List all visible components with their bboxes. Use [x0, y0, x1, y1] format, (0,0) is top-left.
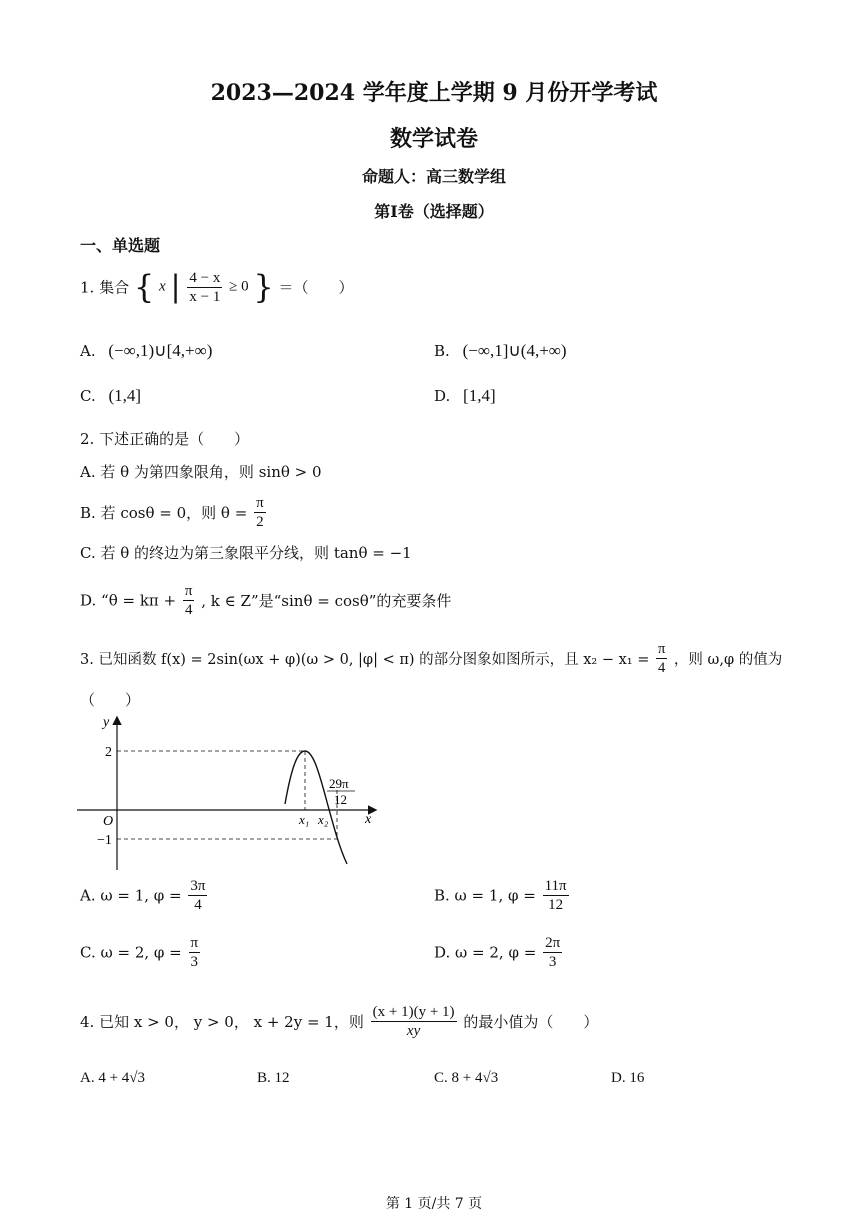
q1-option-c-text: (1,4] — [108, 386, 142, 405]
section-heading: 一、单选题 — [80, 236, 161, 255]
q1-option-a-label: A. — [80, 342, 96, 360]
q3-a-num: 3π — [190, 878, 206, 894]
q3-option-a[interactable] — [80, 877, 209, 914]
q1-option-c[interactable] — [80, 386, 141, 406]
page-footer: 第 1 页/共 7 页 — [385, 1196, 483, 1212]
q1-frac-num: 4 − x — [189, 269, 221, 286]
q3-option-c-pre: C. ω = 2, φ = — [80, 943, 182, 962]
x-label: x — [365, 812, 372, 827]
q1-option-a-text: (−∞,1)∪[4,+∞) — [108, 341, 213, 360]
q1-option-d-label: D. — [434, 387, 451, 405]
q4-frac-den: xy — [406, 1023, 421, 1039]
q4-frac-num: (x + 1)(y + 1) — [372, 1004, 455, 1020]
q1-option-b[interactable] — [434, 341, 567, 361]
q4-stem-pre: 4. 已知 x > 0， y > 0， x + 2y = 1，则 — [80, 1013, 364, 1031]
q2-stem: 2. 下述正确的是（ ） — [80, 430, 250, 448]
q3-stem-post: ，则 ω,φ 的值为 — [673, 652, 783, 668]
q1-frac-den: x − 1 — [189, 288, 221, 305]
q3-a-den: 4 — [194, 897, 202, 913]
q3-c-num: π — [190, 935, 199, 951]
y-label: y — [103, 715, 110, 730]
x2-label: x₂ — [318, 812, 329, 827]
annot-num: 29π — [329, 776, 349, 791]
q2-b-frac-num: π — [256, 495, 264, 511]
q3-option-d[interactable] — [434, 934, 564, 971]
q2-b-frac-den: 2 — [256, 514, 264, 530]
sine-curve — [285, 751, 347, 864]
q3-option-a-pre: A. ω = 1, φ = — [80, 886, 182, 905]
q4-stem — [80, 1003, 598, 1040]
q1-option-a[interactable] — [80, 341, 212, 361]
tick-2: 2 — [105, 745, 112, 760]
q3-d-num: 2π — [545, 935, 561, 951]
q1-prefix: 1. 集合 — [80, 278, 130, 297]
q3-paren: （ ） — [80, 691, 141, 709]
tick-minus-1: −1 — [97, 833, 112, 848]
q1-fraction — [187, 269, 222, 306]
q3-option-b-pre: B. ω = 1, φ = — [434, 886, 536, 905]
exam-volume: 第Ⅰ卷（选择题） — [374, 202, 494, 221]
x1-label: x₁ — [299, 812, 310, 827]
q2-option-b-text: B. 若 cosθ = 0，则 θ = — [80, 504, 248, 522]
exam-author: 命题人：高三数学组 — [361, 167, 506, 186]
q3-option-b[interactable] — [434, 877, 571, 914]
exam-title: 2023—2024 学年度上学期 9 月份开学考试 — [210, 80, 658, 106]
q3-option-c[interactable] — [80, 934, 202, 971]
q1-brace-close: } — [253, 268, 274, 306]
q2-d-frac-den: 4 — [184, 602, 193, 618]
q4-option-b[interactable]: B. 12 — [257, 1070, 290, 1086]
q2-d-frac-num: π — [184, 583, 193, 599]
q2-option-a[interactable]: A. 若 θ 为第四象限角，则 sinθ > 0 — [80, 463, 322, 481]
q4-stem-post: 的最小值为（ ） — [463, 1013, 599, 1031]
q3-stem-frac-den: 4 — [658, 660, 666, 676]
q3-stem-pre: 3. 已知函数 f(x) = 2sin(ωx + φ)(ω > 0, |φ| < π) 的部分图象如图所示，且 x₂ − x₁ = — [80, 652, 650, 668]
q1-option-b-text: (−∞,1]∪(4,+∞) — [462, 341, 567, 360]
q2-option-d[interactable] — [80, 582, 451, 619]
exam-subtitle: 数学试卷 — [389, 126, 478, 152]
q4-option-a[interactable]: A. 4 + 4√3 — [80, 1070, 146, 1086]
q1-option-d-text: [1,4] — [463, 386, 496, 405]
q2-option-c[interactable]: C. 若 θ 的终边为第三象限平分线，则 tanθ = −1 — [80, 544, 412, 562]
q3-stem — [80, 640, 782, 677]
q3-b-den: 12 — [548, 897, 564, 913]
q1-brace-open: { — [133, 268, 155, 306]
q3-d-den: 3 — [548, 954, 557, 970]
q1-option-b-label: B. — [434, 342, 450, 360]
q1-option-d[interactable] — [434, 386, 496, 406]
q2-option-d-post: , k ∈ Z”是“sinθ = cosθ”的充要条件 — [201, 592, 452, 610]
q3-graph — [75, 712, 385, 872]
q4-option-d[interactable]: D. 16 — [611, 1070, 645, 1086]
q2-option-b[interactable] — [80, 494, 268, 531]
q4-option-c[interactable]: C. 8 + 4√3 — [434, 1070, 499, 1086]
q1-ineq: ≥ 0 — [229, 278, 249, 295]
q1-stem: 1. 集合 { x | $\frac{4 - x}{x - 1}$ ≥ 0 } ＝（ ） — [80, 268, 354, 306]
origin-label: O — [103, 814, 114, 829]
q1-suffix: ＝（ ） — [278, 278, 354, 297]
annot-den: 12 — [334, 792, 347, 807]
q3-c-den: 3 — [190, 954, 199, 970]
q1-option-c-label: C. — [80, 387, 96, 405]
q2-option-d-pre: D. “θ = kπ + — [80, 591, 177, 610]
q3-stem-frac-num: π — [657, 641, 666, 657]
q1-set-var: x — [159, 278, 166, 295]
q3-b-num: 11π — [544, 878, 567, 894]
q3-option-d-pre: D. ω = 2, φ = — [434, 943, 537, 962]
